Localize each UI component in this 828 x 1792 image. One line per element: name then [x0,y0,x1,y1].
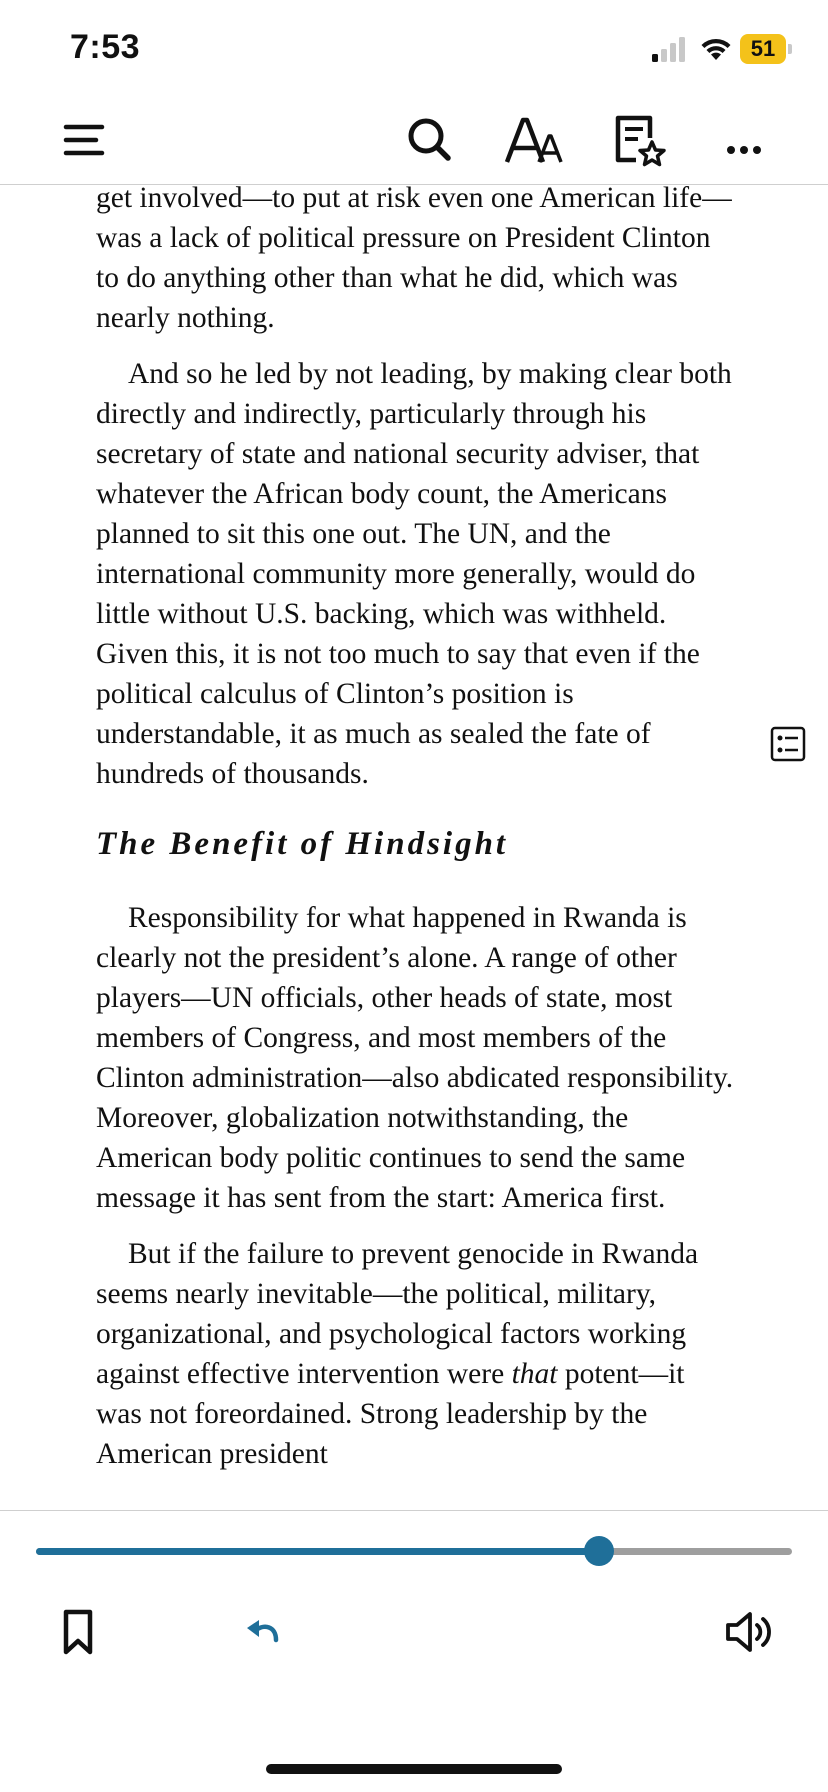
notes-button[interactable] [608,110,668,170]
section-heading: The Benefit of Hindsight [96,826,509,862]
progress-thumb[interactable] [584,1536,614,1566]
battery-nub [788,44,792,54]
paragraph [96,1234,736,1474]
audio-icon [724,1606,776,1658]
menu-button[interactable] [54,110,114,170]
paragraph: get involved—to put at risk even one American life—was a lack of political pressure on President Clinton to do anything other than what he did, which was nearly nothing. [96,184,732,334]
font-settings-button[interactable] [503,110,563,170]
paragraph-text: But if the failure to prevent genocide in Rwanda seems nearly inevitable—the political, military, organizational, and psychological factors working against effective intervention were [96,1238,699,1390]
search-icon [400,110,460,170]
reading-progress-slider[interactable] [36,1536,792,1566]
cellular-signal-icon [650,36,690,62]
back-arrow-icon [242,1610,286,1654]
bookmark-icon [52,1606,104,1658]
book-page [96,184,736,1510]
battery-level: 51 [750,36,776,61]
audio-button[interactable] [724,1606,776,1658]
paragraph-text: potent—it was not foreordained. Strong leadership by the American president [96,1358,685,1470]
menu-icon [54,110,114,170]
more-options-button[interactable] [714,110,774,170]
home-indicator[interactable] [266,1764,562,1774]
side-panel-button[interactable] [770,726,806,762]
status-time: 7:53 [70,28,141,66]
bookmark-button[interactable] [52,1606,104,1658]
reader-toolbar [0,100,828,185]
battery-indicator [740,34,790,64]
more-icon [714,110,774,170]
status-bar [0,0,828,100]
paragraph: Responsibility for what happened in Rwanda is clearly not the president’s alone. A range of other players—UN officials, other heads of state, most members of Congress, and most members of the Clinton administration—also abdicated responsibility. Moreover, globalization notwithstanding, the American body politic continues to send the same message it has sent from the start: America first. [96,902,734,1214]
progress-fill [36,1548,599,1555]
paragraph: And so he led by not leading, by making clear both directly and indirectly, particularly through his secretary of state and national security adviser, that whatever the African body count, the Americans planned to sit this one out. The UN, and the international community more generally, would do little without U.S. backing, which was withheld. Given this, it is not too much to say that even if the political calculus of Clinton’s position is understandable, it as much as sealed the fate of hundreds of thousands. [96,358,732,790]
go-back-button[interactable] [242,1610,286,1654]
list-panel-icon [770,726,806,762]
wifi-icon [698,34,734,62]
bottom-divider [0,1510,828,1511]
font-size-icon [503,110,563,170]
emphasized-text: that [511,1358,558,1390]
search-button[interactable] [400,110,460,170]
notes-icon [608,110,668,170]
